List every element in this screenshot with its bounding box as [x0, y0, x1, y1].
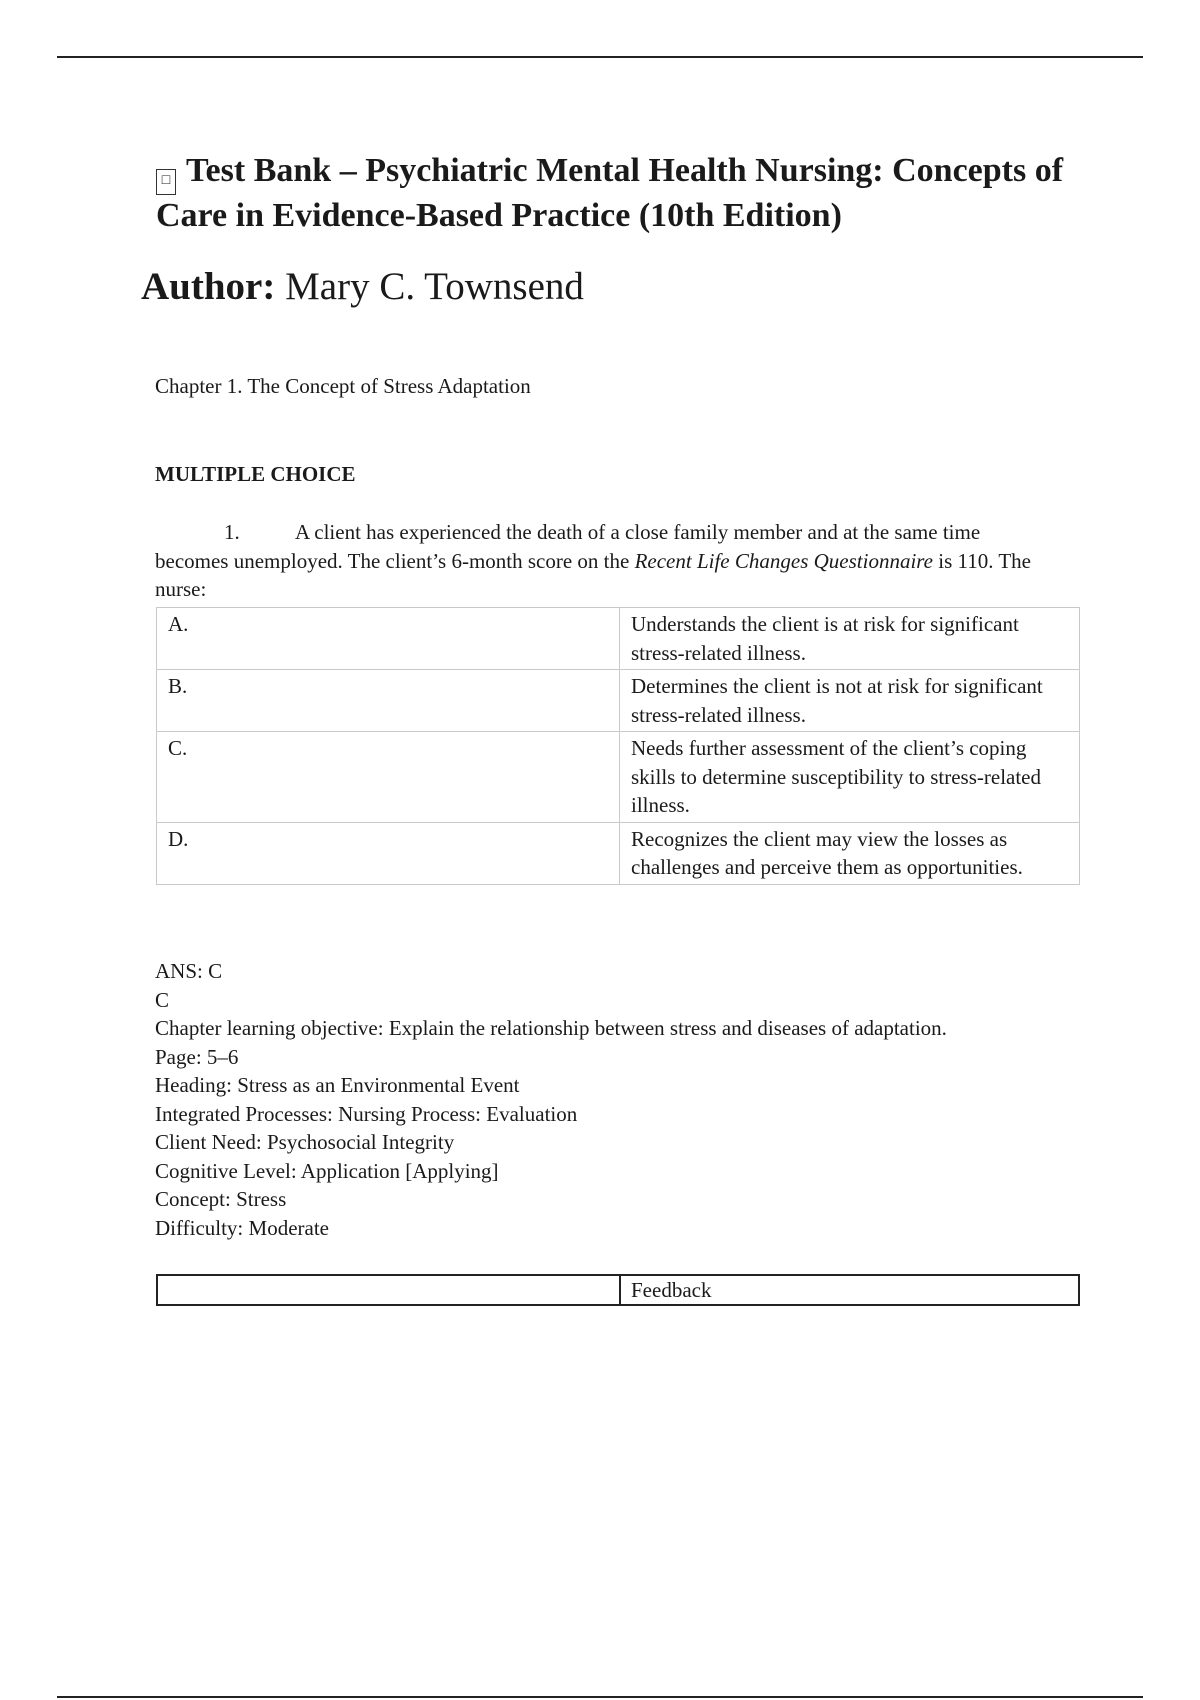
feedback-header-row — [157, 1275, 1079, 1305]
answer-choices-table — [156, 607, 1080, 885]
choice-letter: B. — [157, 670, 620, 732]
concept: Concept: Stress — [155, 1187, 287, 1211]
question-text-italic: Recent Life Changes Questionnaire — [634, 548, 933, 573]
author-line — [141, 262, 584, 312]
learning-objective: Chapter learning objective: Explain the relationship between stress and diseases of adaptation. — [155, 1016, 947, 1040]
choice-text: Understands the client is at risk for significant stress-related illness. — [620, 608, 1080, 670]
choice-text: Recognizes the client may view the losses as challenges and perceive them as opportunities. — [620, 822, 1080, 884]
choice-text: Determines the client is not at risk for significant stress-related illness. — [620, 670, 1080, 732]
question-text-after: is 110. The nurse: — [155, 548, 1031, 601]
answer-metadata — [155, 957, 1055, 1242]
question-text-before: A client has experienced the death of a close family member and at the same time becomes unemployed. The client’s 6-month score on the — [155, 520, 981, 573]
document-title-text: Test Bank – Psychiatric Mental Health Nursing: Concepts of Care in Evidence-Based Practice (10th Edition) — [156, 152, 1064, 234]
question-stem — [155, 518, 1055, 604]
integrated-processes: Integrated Processes: Nursing Process: Evaluation — [155, 1101, 578, 1126]
question-number: 1. — [224, 520, 240, 544]
choice-row — [157, 822, 1080, 884]
feedback-table — [156, 1274, 1080, 1306]
heading-reference: Heading: Stress as an Environmental Event — [155, 1073, 520, 1097]
feedback-header: Feedback — [620, 1275, 1079, 1305]
feedback-blank-cell — [157, 1275, 620, 1305]
answer-letter: C — [155, 987, 170, 1012]
cognitive-level: Cognitive Level: Application [Applying] — [155, 1158, 499, 1183]
choice-letter: A. — [157, 608, 620, 670]
placeholder-glyph-icon: □ — [156, 169, 176, 195]
chapter-heading: Chapter 1. The Concept of Stress Adaptation — [155, 374, 531, 398]
client-need: Client Need: Psychosocial Integrity — [155, 1130, 455, 1154]
choice-text: Needs further assessment of the client’s coping skills to determine susceptibility to stress-related illness. — [620, 732, 1080, 823]
top-rule — [57, 56, 1143, 58]
document-title — [156, 150, 1116, 237]
author-label: Author: — [141, 265, 276, 308]
choice-row — [157, 670, 1080, 732]
page-reference: Page: 5–6 — [155, 1044, 239, 1069]
choice-letter: C. — [157, 732, 620, 823]
difficulty: Difficulty: Moderate — [155, 1215, 329, 1240]
choice-row — [157, 732, 1080, 823]
choice-row — [157, 608, 1080, 670]
answer-key: ANS: C — [155, 959, 223, 983]
choice-letter: D. — [157, 822, 620, 884]
section-heading: MULTIPLE CHOICE — [155, 462, 356, 486]
bottom-rule — [57, 1696, 1143, 1698]
author-name: Mary C. Townsend — [285, 265, 584, 308]
